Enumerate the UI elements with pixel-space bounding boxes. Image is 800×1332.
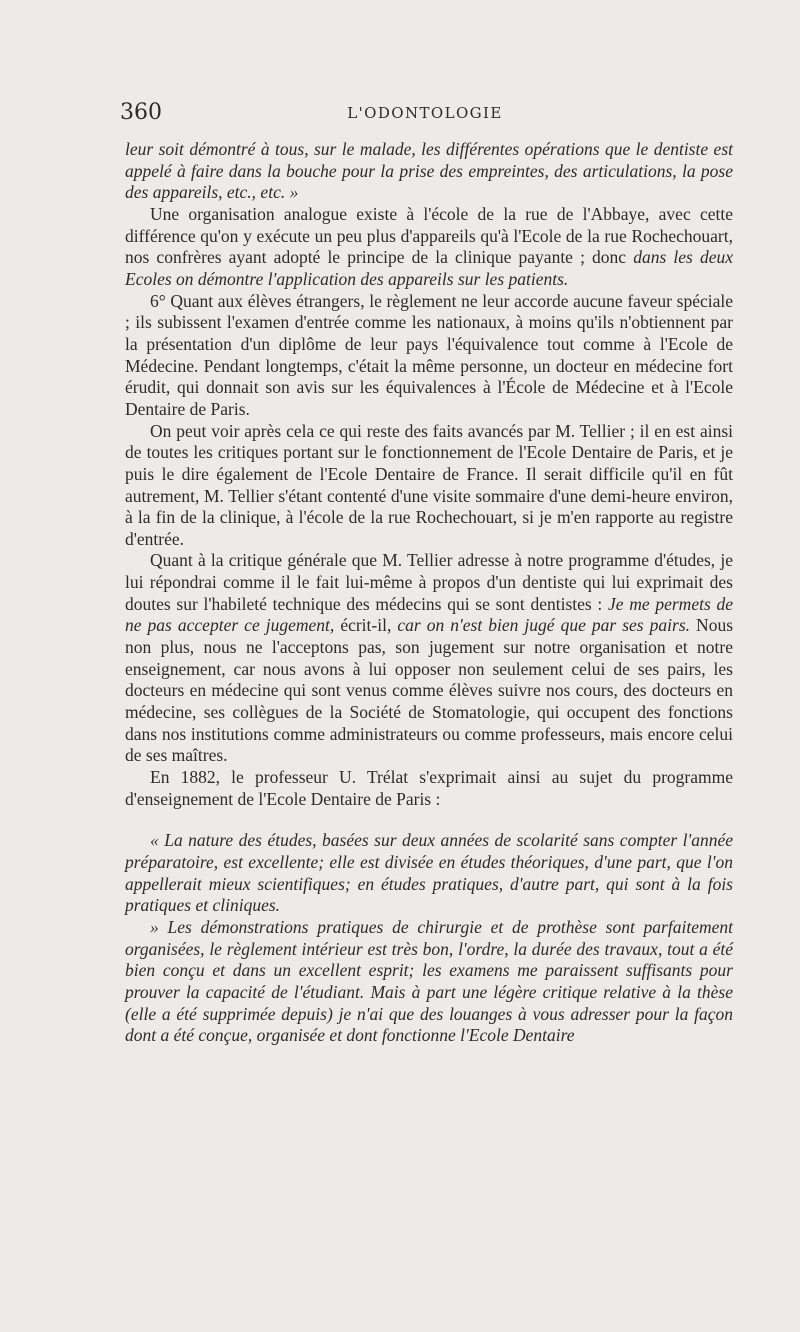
paragraph xyxy=(125,421,733,551)
paragraph xyxy=(125,767,733,810)
text-run: 6° Quant aux élèves étrangers, le règlement ne leur accorde aucune faveur spéciale ; ils subissent l'examen d'entrée comme les nationaux, à moins qu'ils n'obtiennent par la présentation d'un diplôme de leur pays l'équivalence tout comme à l'Ecole de Médecine. Pendant longtemps, c'était la même personne, un docteur en médecine fort érudit, qui donnait son avis sur les équivalences à l'École de Médecine et à l'Ecole Dentaire de Paris. xyxy=(125,290,733,419)
italic-text: car on n'est bien jugé que par ses pairs. xyxy=(397,615,691,636)
italic-text: » Les démonstrations pratiques de chirurgie et de prothèse sont parfaitement organisées, le règlement intérieur est très bon, l'ordre, la durée des travaux, tout a été bien conçu et dans un excellent esprit; les examens me paraissent suffisants pour prouver la capacité de l'étudiant. Mais à part une légère critique relative à la thèse (elle a été supprimée depuis) je n'ai que des louanges à vous adresser pour la façon dont a été conçue, organisée et dont fonctionne l'Ecole Dentaire xyxy=(125,916,733,1046)
paragraph xyxy=(125,139,733,204)
body-text xyxy=(125,139,733,1047)
paragraph xyxy=(125,830,733,917)
paragraph xyxy=(125,917,733,1047)
text-run: Une organisation analogue existe à l'école de la rue de l'Abbaye, avec cette différence qu'on y exécute un peu plus d'appareils qu'à l'Ecole de la rue Rochechouart, nos confrères ayant adopté le principe de la clinique payante ; donc xyxy=(125,203,733,268)
italic-text: Je me permets de ne pas accepter ce jugement, xyxy=(125,593,733,636)
paragraph xyxy=(125,204,733,291)
italic-text: « La nature des études, basées sur deux années de scolarité sans compter l'année préparatoire, est excellente; elle est divisée en études théoriques, d'une part, que l'on appellerait mieux scientifiques; en études pratiques, d'autre part, qui sont à la fois pratiques et cliniques. xyxy=(125,830,733,916)
italic-text: dans les deux Ecoles on démontre l'application des appareils sur les patients. xyxy=(125,247,733,289)
paragraph xyxy=(125,550,733,767)
text-run: Nous non plus, nous ne l'acceptons pas, son jugement sur notre organisation et notre enseignement, car nous avons à lui opposer non seulement celui de ses pairs, les docteurs en médecine qui sont venus comme élèves suivre nos cours, des docteurs en médecine, ses collègues de la Société de Stomatologie, qui occupent des fonctions dans nos institutions comme administrateurs ou comme professeurs, mais encore celui de ses maîtres. xyxy=(125,615,734,766)
running-title: L'ODONTOLOGIE xyxy=(347,104,503,122)
page-header xyxy=(120,100,730,134)
paragraph xyxy=(125,291,733,421)
text-run: écrit-il, xyxy=(334,615,398,636)
page-number: 360 xyxy=(120,100,162,125)
text-run: Quant à la critique générale que M. Tellier adresse à notre programme d'études, je lui répondrai comme il le fait lui-même à propos d'un dentiste qui lui exprimait des doutes sur l'habileté technique des médecins qui se sont dentistes : xyxy=(125,550,733,614)
text-run: On peut voir après cela ce qui reste des faits avancés par M. Tellier ; il en est ainsi de toutes les critiques portant sur le fonctionnement de l'Ecole Dentaire de Paris, et je puis le dire également de l'Ecole Dentaire de France. Il serait difficile qu'il en fût autrement, M. Tellier s'étant contenté d'une visite sommaire d'une demi-heure environ, à la fin de la clinique, à l'école de la rue Rochechouart, si je m'en rapporte au registre d'entrée. xyxy=(125,420,733,549)
text-run: En 1882, le professeur U. Trélat s'exprimait ainsi au sujet du programme d'enseignement de l'Ecole Dentaire de Paris : xyxy=(125,767,733,809)
italic-text: leur soit démontré à tous, sur le malade, les différentes opérations que le dentiste est appelé à faire dans la bouche pour la prise des empreintes, des articulations, la pose des appareils, etc., etc. » xyxy=(125,139,733,203)
